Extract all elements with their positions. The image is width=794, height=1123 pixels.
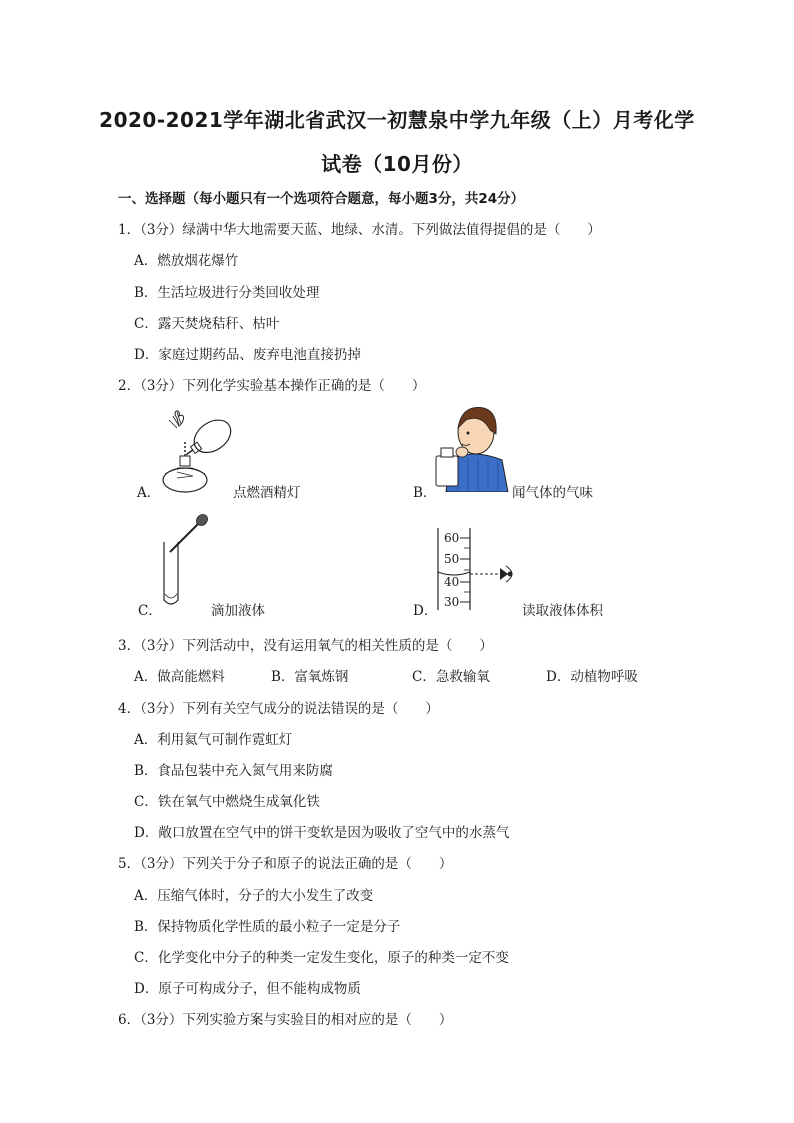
cylinder-tick-40: 40 bbox=[444, 575, 460, 589]
question-1-option-c: C．露天焚烧秸秆、枯叶 bbox=[134, 316, 280, 332]
question-1-option-a: A．燃放烟花爆竹 bbox=[134, 253, 239, 269]
question-3-option-a: A．做高能燃料 bbox=[134, 669, 225, 685]
question-3-option-d: D．动植物呼吸 bbox=[546, 669, 638, 685]
question-3-option-c: C．急救输氧 bbox=[412, 669, 490, 685]
question-4-option-c: C．铁在氧气中燃烧生成氧化铁 bbox=[134, 794, 320, 810]
question-4-option-d: D．敞口放置在空气中的饼干变软是因为吸收了空气中的水蒸气 bbox=[134, 825, 510, 841]
question-5-option-b: B．保持物质化学性质的最小粒子一定是分子 bbox=[134, 919, 401, 935]
dropper-figure bbox=[158, 512, 214, 612]
question-4-option-b: B．食品包装中充入氮气用来防腐 bbox=[134, 763, 333, 779]
question-3-option-b: B．富氧炼钢 bbox=[271, 669, 349, 685]
question-3-stem: 3．（3分）下列活动中，没有运用氧气的相关性质的是（ ） bbox=[118, 638, 493, 654]
alcohol-lamp-figure bbox=[155, 408, 245, 496]
question-1-option-b: B．生活垃圾进行分类回收处理 bbox=[134, 285, 320, 301]
section-heading: 一、选择题（每小题只有一个选项符合题意，每小题3分，共24分） bbox=[118, 191, 525, 207]
figure-d-caption: 读取液体体积 bbox=[522, 603, 603, 619]
question-5-option-a: A．压缩气体时，分子的大小发生了改变 bbox=[134, 888, 374, 904]
figure-b-letter: B． bbox=[413, 485, 437, 501]
figure-c-caption: 滴加液体 bbox=[211, 603, 265, 619]
question-2-stem: 2．（3分）下列化学实验基本操作正确的是（ ） bbox=[118, 378, 426, 394]
cylinder-tick-50: 50 bbox=[444, 552, 460, 566]
exam-title-line1: 2020-2021学年湖北省武汉一初慧泉中学九年级（上）月考化学 bbox=[99, 108, 695, 132]
question-1-option-d: D．家庭过期药品、废弃电池直接扔掉 bbox=[134, 347, 361, 363]
question-5-stem: 5．（3分）下列关于分子和原子的说法正确的是（ ） bbox=[118, 856, 453, 872]
figure-c-letter: C． bbox=[138, 603, 162, 619]
cylinder-tick-60: 60 bbox=[444, 531, 460, 545]
figure-a-letter: A． bbox=[137, 485, 161, 501]
figure-d-letter: D． bbox=[413, 603, 438, 619]
question-1-stem: 1．（3分）绿满中华大地需要天蓝、地绿、水清。下列做法值得提倡的是（ ） bbox=[118, 222, 601, 238]
question-4-stem: 4．（3分）下列有关空气成分的说法错误的是（ ） bbox=[118, 701, 439, 717]
question-6-stem: 6．（3分）下列实验方案与实验目的相对应的是（ ） bbox=[118, 1012, 453, 1028]
exam-title-line2: 试卷（10月份） bbox=[321, 152, 473, 176]
figure-a-caption: 点燃酒精灯 bbox=[233, 485, 301, 501]
cylinder-tick-30: 30 bbox=[444, 595, 460, 609]
smelling-gas-figure bbox=[432, 400, 512, 492]
figure-b-caption: 闻气体的气味 bbox=[512, 485, 593, 501]
question-5-option-c: C．化学变化中分子的种类一定发生变化，原子的种类一定不变 bbox=[134, 950, 509, 966]
question-4-option-a: A．利用氦气可制作霓虹灯 bbox=[134, 732, 293, 748]
question-5-option-d: D．原子可构成分子，但不能构成物质 bbox=[134, 981, 361, 997]
